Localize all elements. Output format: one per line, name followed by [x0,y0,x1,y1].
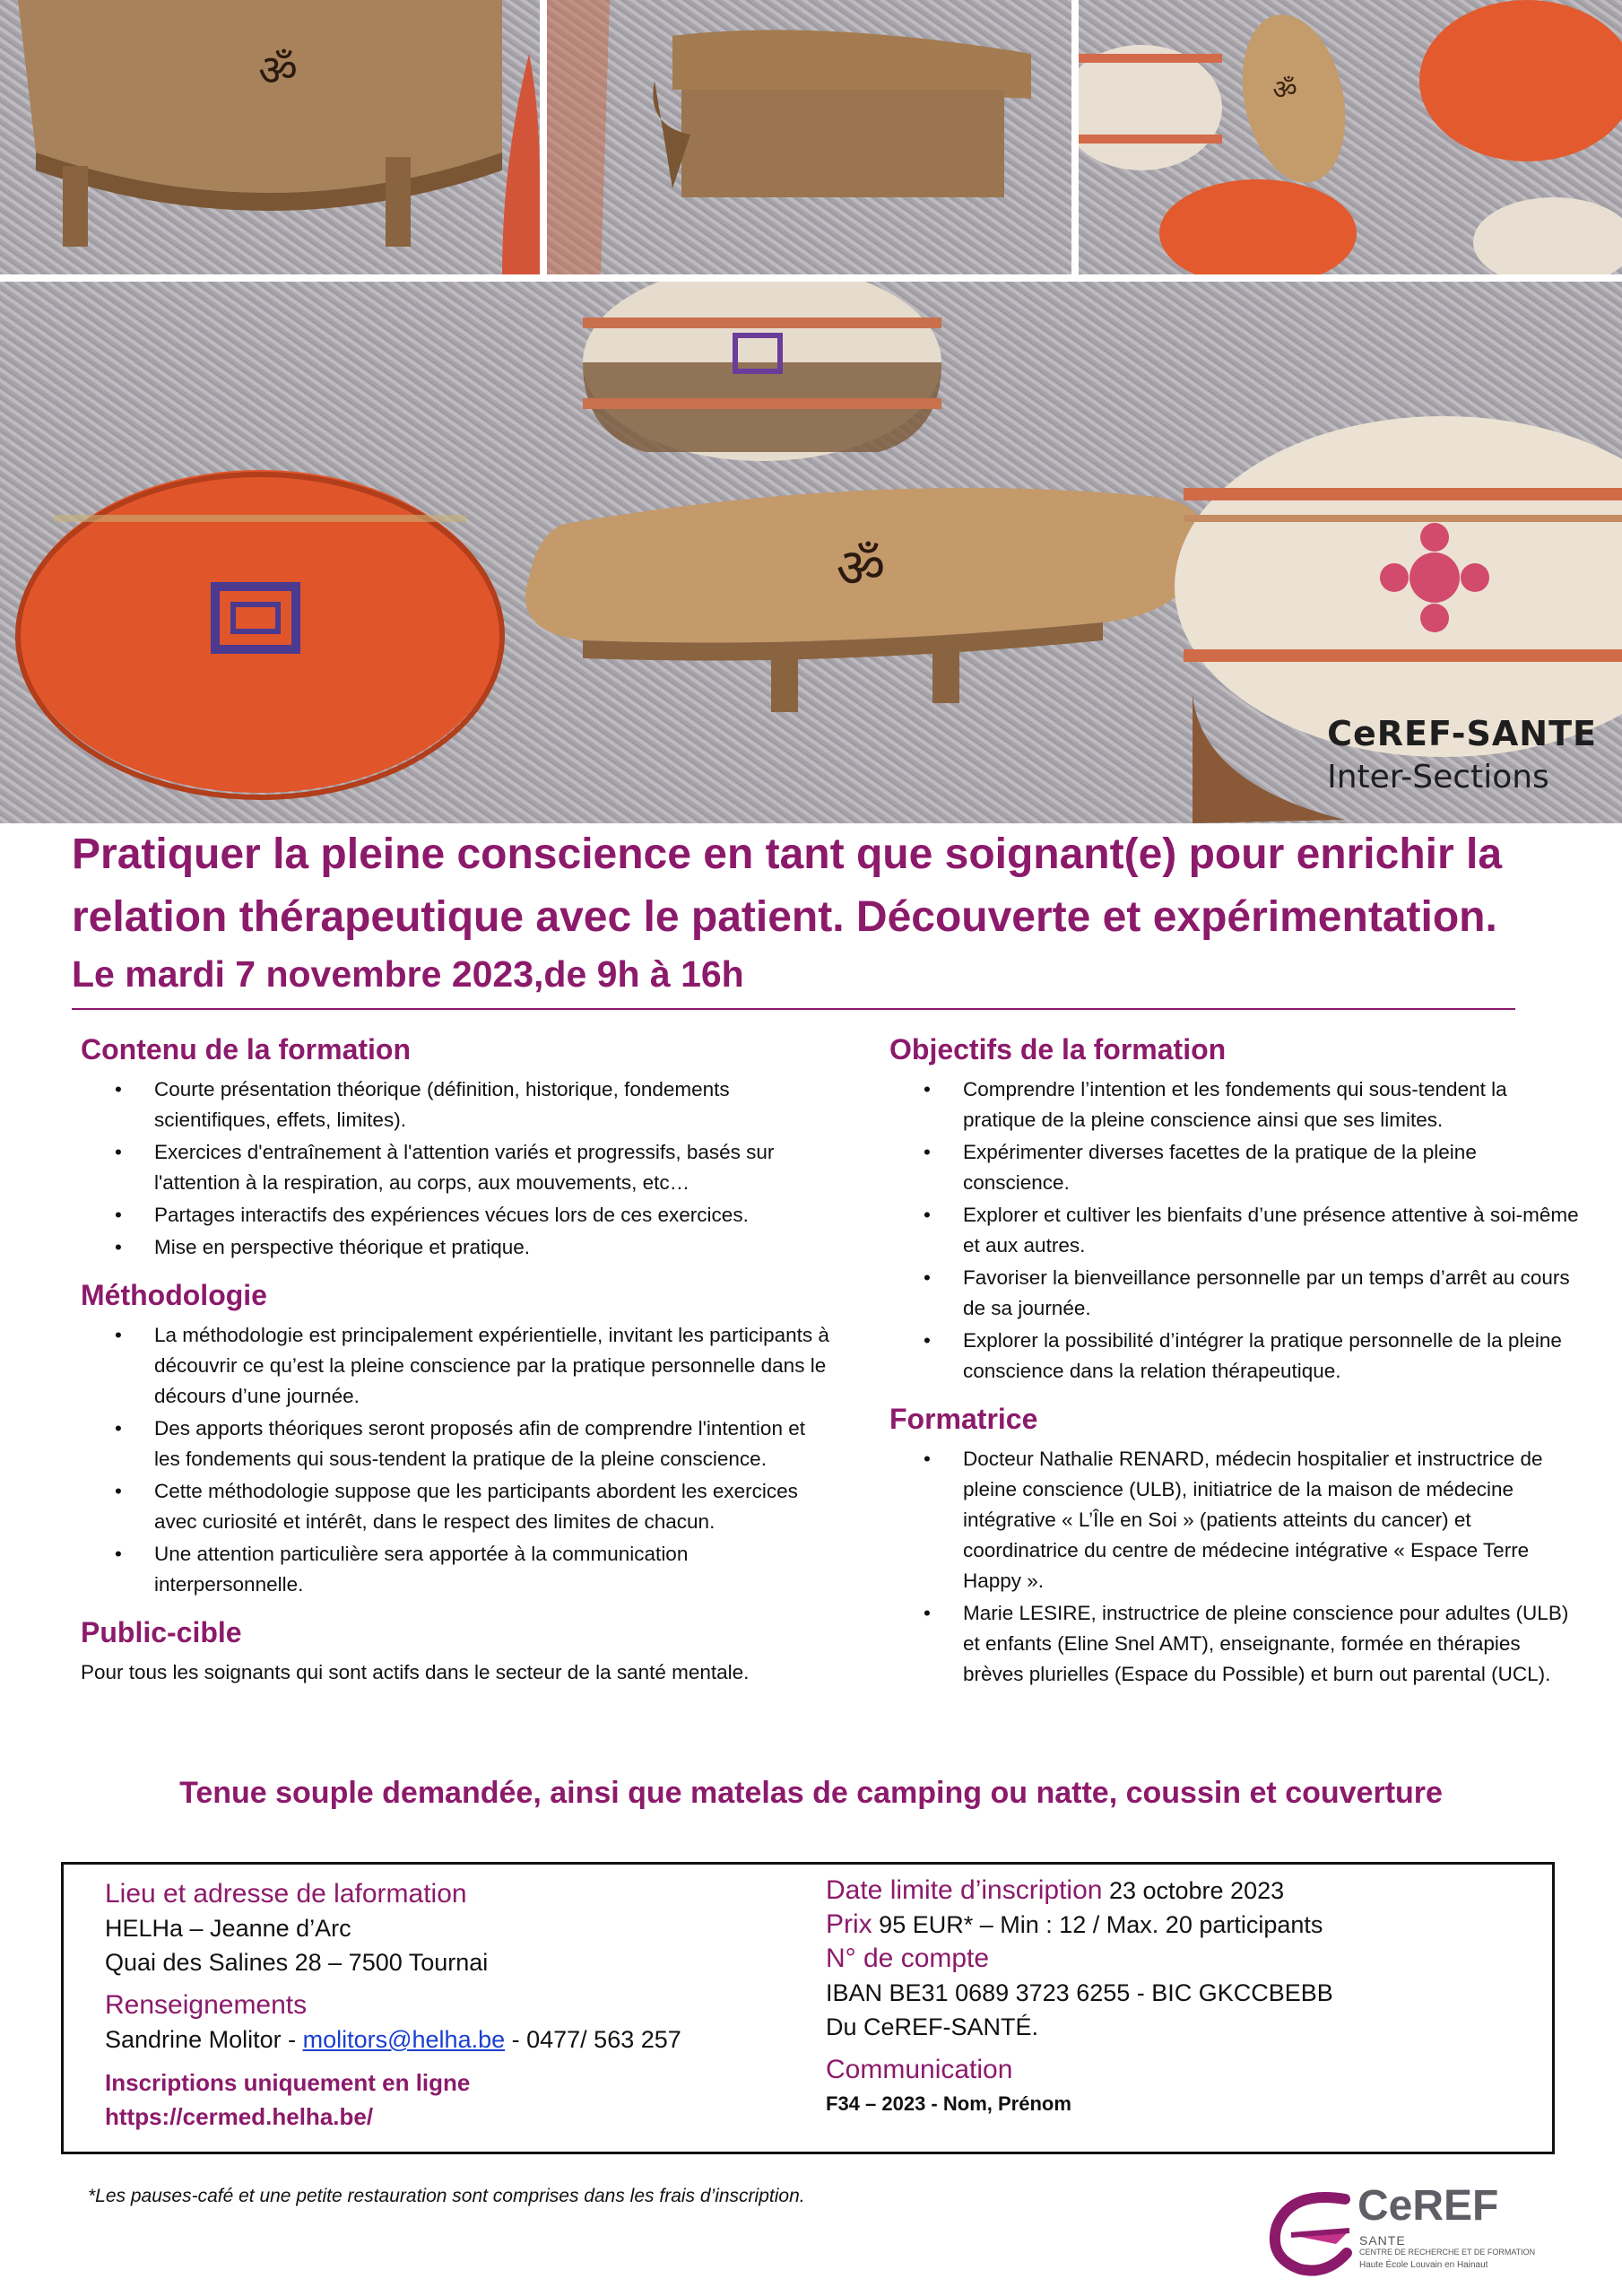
methodologie-heading: Méthodologie [81,1279,267,1311]
brand-label [1327,714,1597,796]
list-item: • Expérimenter diverses facettes de la pratique de la pleine conscience. [963,1137,1580,1198]
contenu-list [81,1074,834,1263]
photo-meditation-bench-1 [0,0,540,274]
info-right [826,1874,1525,2121]
svg-text:ॐ: ॐ [258,46,298,96]
contenu-heading: Contenu de la formation [81,1033,411,1065]
brand-name: CeREF-SANTE [1327,714,1597,753]
logo-name: CeREF [1357,2182,1499,2230]
list-item: • La méthodologie est principalement expérientielle, invitant les participants à découvrir ce qu’est la pleine conscience par la pratique personnelle dans le décours d’une journée. [154,1320,834,1412]
date-limite-value: 23 octobre 2023 [1102,1877,1285,1904]
communication-label: Communication [826,2055,1013,2084]
contact-phone: - 0477/ 563 257 [505,2026,681,2053]
iban: IBAN BE31 0689 3723 6255 - BIC GKCCBEBB [826,1979,1333,2006]
inscriptions-label: Inscriptions uniquement en ligne [105,2069,471,2096]
methodologie-list [81,1320,834,1600]
list-item: • Explorer la possibilité d’intégrer la pratique personnelle de la pleine conscience dans la relation thérapeutique. [963,1326,1580,1387]
logo-sub-3: Haute École Louvain en Hainaut [1359,2260,1488,2270]
footnote: *Les pauses-café et une petite restauration sont comprises dans les frais d’inscription. [88,2186,805,2206]
brand-sections: Inter-Sections [1327,759,1549,796]
svg-text:ॐ: ॐ [1272,74,1297,106]
list-item: • Docteur Nathalie RENARD, médecin hospitalier et instructrice de pleine conscience (ULB), initiatrice de la maison de médecine intégrative « L’Île en Soi » (patients atteints du cancer) et coordinatrice du centre de médecine intégrative « Espace Terre Happy ». [963,1444,1580,1596]
list-item: • Marie LESIRE, instructrice de pleine conscience pour adultes (ULB) et enfants (Eline Snel AMT), enseignante, formée en thérapies brèves plurielles (Espace du Possible) et burn out parental (UCL). [963,1598,1580,1690]
ceref-logo [1264,2181,1560,2280]
objectifs-list [889,1074,1580,1387]
dress-code-notice: Tenue souple demandée, ainsi que matelas de camping ou natte, coussin et couverture [179,1776,1443,1810]
contact-line [105,2022,840,2057]
title-date: Le mardi 7 novembre 2023,de 9h à 16h [72,953,744,995]
photo-cushions-and-bench [1079,0,1622,274]
prix-label: Prix [826,1909,872,1939]
list-item: • Une attention particulière sera apportée à la communication interpersonnelle. [154,1539,834,1600]
lieu-label: Lieu et adresse de laformation [105,1879,467,1909]
prix-line [826,1908,1525,1942]
prix-value: 95 EUR* – Min : 12 / Max. 20 participants [872,1911,1323,1938]
public-heading: Public-cible [81,1616,242,1648]
list-item: • Exercices d'entraînement à l'attention variés et progressifs, basés sur l'attention à la respiration, au corps, aux mouvements, etc… [154,1137,834,1198]
contact-email-link[interactable]: molitors@helha.be [302,2026,506,2053]
compte-label: N° de compte [826,1944,990,1973]
title-line-1: Pratiquer la pleine conscience en tant que soignant(e) pour enrichir la [72,831,1503,878]
formatrice-list [889,1444,1580,1690]
list-item: • Cette méthodologie suppose que les participants abordent les exercices avec curiosité et intérêt, dans le respect des limites de chacun. [154,1476,834,1537]
info-box [61,1862,1555,2154]
right-column [889,1030,1580,1702]
formatrice-heading: Formatrice [889,1403,1038,1435]
list-item: • Courte présentation théorique (définition, historique, fondements scientifiques, effets, limites). [154,1074,834,1135]
public-text: Pour tous les soignants qui sont actifs dans le secteur de la santé mentale. [81,1661,750,1683]
compte-holder: Du CeREF-SANTÉ. [826,2013,1039,2040]
lieu-line-1: HELHa – Jeanne d’Arc [105,1915,351,1942]
contact-name: Sandrine Molitor - [105,2026,303,2053]
ceref-swoosh-icon [1264,2181,1357,2280]
logo-sub-1: SANTE [1359,2233,1406,2248]
list-item: • Explorer et cultiver les bienfaits d’une présence attentive à soi-même et aux autres. [963,1200,1580,1261]
photo-collage [0,0,1622,823]
left-column [81,1030,834,1688]
date-limite-label: Date limite d’inscription [826,1875,1103,1905]
title-line-2: relation thérapeutique avec le patient. Découverte et expérimentation. [72,893,1497,941]
renseignements-label: Renseignements [105,1990,308,2020]
lieu-line-2: Quai des Salines 28 – 7500 Tournai [105,1949,489,1976]
objectifs-heading: Objectifs de la formation [889,1033,1227,1065]
title-divider [72,1008,1515,1010]
logo-sub-2: CENTRE DE RECHERCHE ET DE FORMATION [1359,2248,1536,2257]
list-item: • Comprendre l’intention et les fondements qui sous-tendent la pratique de la pleine conscience ainsi que ses limites. [963,1074,1580,1135]
page-title [72,823,1596,999]
list-item: • Partages interactifs des expériences vécues lors de ces exercices. [154,1200,834,1231]
date-limite-line [826,1874,1525,1908]
inscriptions-link[interactable]: https://cermed.helha.be/ [105,2103,374,2130]
svg-text:ॐ: ॐ [836,537,886,600]
communication-value: F34 – 2023 - Nom, Prénom [826,2092,1071,2115]
info-left [105,1877,840,2134]
list-item: • Des apports théoriques seront proposés afin de comprendre l'intention et les fondements qui sous-tendent la pratique de la pleine conscience. [154,1413,834,1474]
list-item: • Favoriser la bienveillance personnelle par un temps d’arrêt au cours de sa journée. [963,1263,1580,1324]
list-item: • Mise en perspective théorique et pratique. [154,1232,834,1263]
photo-meditation-bench-2 [547,0,1071,274]
